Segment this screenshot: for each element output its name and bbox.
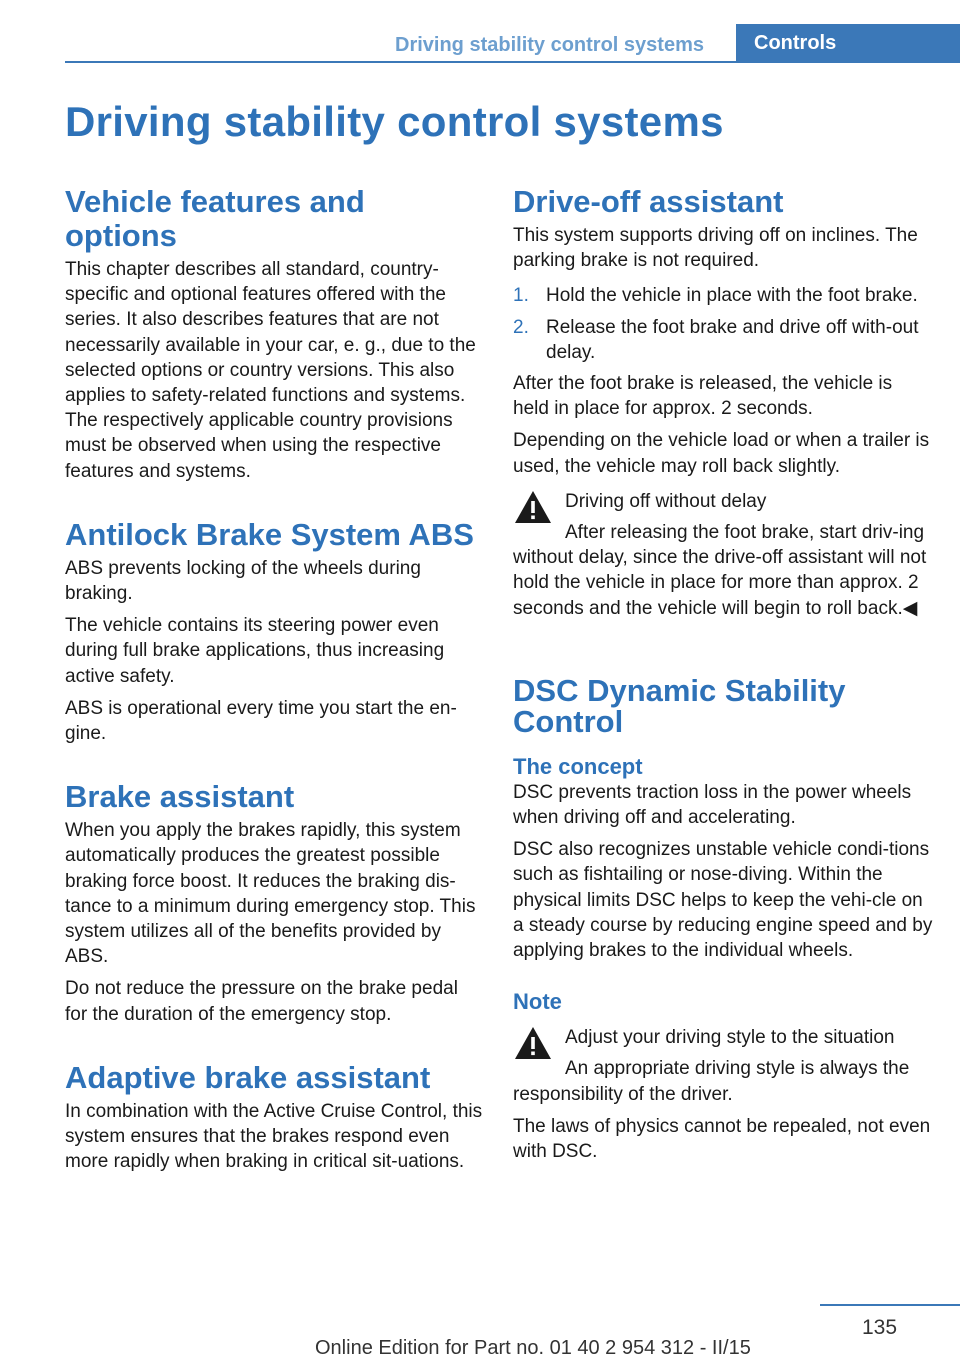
warning-triangle-icon xyxy=(513,1025,553,1061)
heading-dsc: DSC Dynamic Stability Control xyxy=(513,672,846,739)
paragraph-brake-assistant-2: Do not reduce the pressure on the brake pedal for the duration of the emergency stop. xyxy=(65,978,458,1025)
footer-edition: Online Edition for Part no. 01 40 2 954 312 - II/15 xyxy=(315,1337,751,1359)
drive-off-steps xyxy=(513,283,933,365)
page-title: Driving stability control systems xyxy=(65,98,724,145)
paragraph-abs-1: ABS prevents locking of the wheels during braking. xyxy=(65,557,421,605)
paragraph-drive-off-1: After the foot brake is released, the vehicle is held in place for approx. 2 seconds. xyxy=(513,373,893,420)
page-number: 135 xyxy=(862,1316,898,1339)
list-item xyxy=(513,315,933,365)
paragraph-drive-off-2: Depending on the vehicle load or when a trailer is used, the vehicle may roll back slightly. xyxy=(513,430,930,477)
footer-divider xyxy=(820,1304,960,1306)
heading-brake-assistant: Brake assistant xyxy=(65,779,295,815)
header-divider xyxy=(65,61,960,63)
step-number: 2. xyxy=(513,316,529,338)
warning-driving-style xyxy=(513,1025,933,1107)
heading-note: Note xyxy=(513,989,562,1015)
note-title: Adjust your driving style to the situation xyxy=(565,1027,895,1049)
heading-vehicle-features: Vehicle features and options xyxy=(65,184,365,253)
paragraph-dsc-1: DSC prevents traction loss in the power wheels when driving off and accelerating. xyxy=(513,781,912,829)
header-chapter-tab: Controls xyxy=(736,24,960,62)
paragraph-abs-3: ABS is operational every time you start the en‐gine. xyxy=(65,697,457,745)
warning-triangle-icon xyxy=(513,489,553,525)
step-text: Release the foot brake and drive off with‐out delay. xyxy=(546,316,919,363)
heading-drive-off-assistant: Drive-off assistant xyxy=(513,184,784,219)
paragraph-vehicle-features: This chapter describes all standard, country-specific and optional features offered with the series. It also describes features that are not necessarily available in your car, e. g., due to the selected options or country versions. This also applies to safety-related functions and systems. The respectively applicable country provisions must be observed when using the respective features and systems. xyxy=(65,259,476,482)
heading-the-concept: The concept xyxy=(513,753,643,779)
step-text: Hold the vehicle in place with the foot brake. xyxy=(546,285,918,307)
warning-body: After releasing the foot brake, start driv‐ing without delay, since the drive-off assistant will not hold the vehicle in place for more than approx. 2 seconds and the vehicle will begin to roll back.◀ xyxy=(513,522,927,619)
header-section-title: Driving stability control systems xyxy=(395,34,704,56)
paragraph-dsc-2: DSC also recognizes unstable vehicle condi‐tions such as fishtailing or nose-diving. Within the physical limits DSC helps to keep the vehi‐cle on a steady course by reducing engine speed and by applying brakes to the individual wheels. xyxy=(513,839,933,962)
paragraph-drive-off-intro: This system supports driving off on inclines. The parking brake is not required. xyxy=(513,225,918,272)
heading-abs: Antilock Brake System ABS xyxy=(65,516,474,552)
step-number: 1. xyxy=(513,285,529,307)
heading-adaptive-brake-assistant: Adaptive brake assistant xyxy=(65,1059,431,1095)
paragraph-brake-assistant-1: When you apply the brakes rapidly, this system automatically produces the greatest possible braking force boost. It reduces the braking dis‐tance to a minimum during emergency stop. This system utilizes all of the benefits provided by ABS. xyxy=(65,820,476,968)
list-item xyxy=(513,283,933,308)
paragraph-abs-2: The vehicle contains its steering power even during full brake applications, thus increasing active safety. xyxy=(65,615,445,687)
note-body: An appropriate driving style is always the responsibility of the driver. xyxy=(513,1058,910,1105)
paragraph-dsc-3: The laws of physics cannot be repealed, not even with DSC. xyxy=(513,1115,931,1163)
warning-drive-off xyxy=(513,489,933,621)
warning-title: Driving off without delay xyxy=(565,490,767,512)
left-column xyxy=(65,185,483,1174)
paragraph-adaptive-brake-assistant: In combination with the Active Cruise Control, this system ensures that the brakes respond even more rapidly when braking in critical sit‐uations. xyxy=(65,1100,483,1173)
right-column xyxy=(513,185,933,1164)
